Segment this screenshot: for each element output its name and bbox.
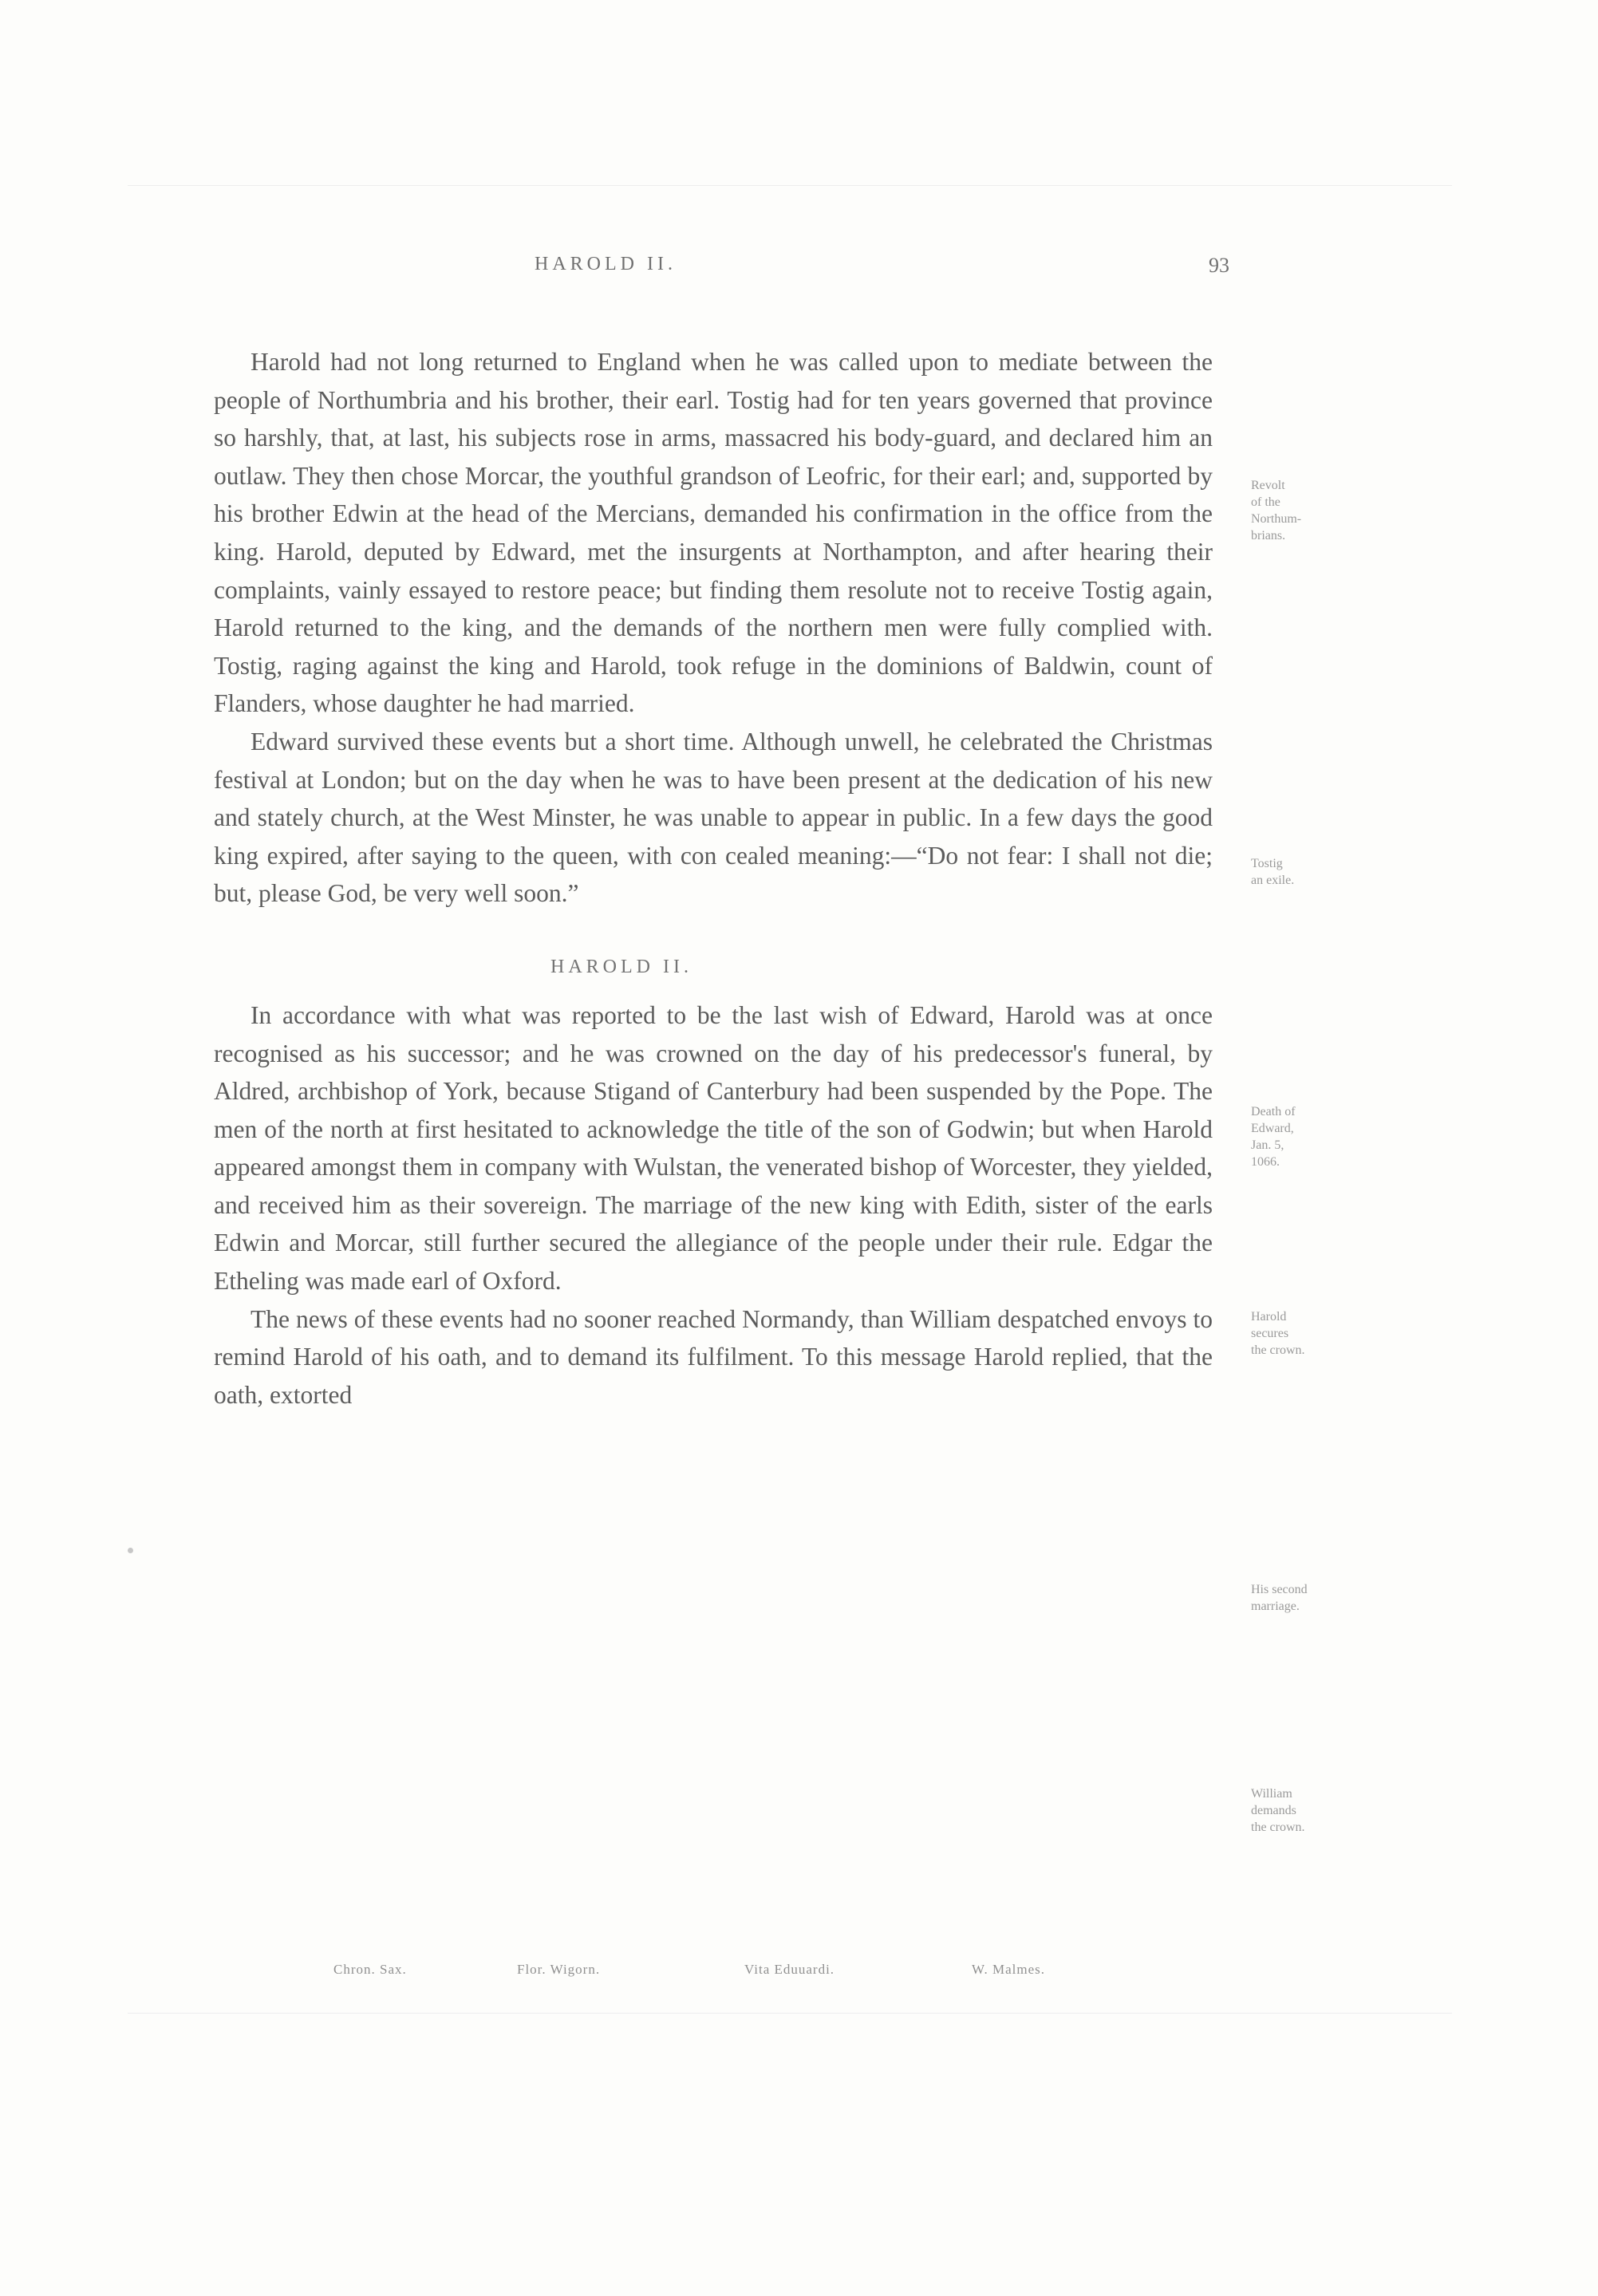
- text-line: The news of these events had no sooner reached Normandy, than: [251, 1304, 904, 1333]
- sidenote-tostig-exile: [1251, 855, 1387, 889]
- text-line: Leofric, for their earl; and, supported by his brother Edwin at the: [214, 461, 1213, 528]
- margin-dot: [128, 1548, 133, 1553]
- text-line: him an outlaw. They then chose Morcar, the youthful grandson of: [214, 424, 1213, 490]
- text-line: few days the good king expired, after saying to the queen, with con: [214, 803, 1213, 870]
- text-line: finding them resolute not to receive Tostig again, Harold returned to: [214, 575, 1213, 642]
- sidenote-line: the crown.: [1251, 1343, 1305, 1357]
- running-head: [0, 254, 1598, 286]
- sidenote-line: demands: [1251, 1804, 1296, 1817]
- reference-w-malmes: W. Malmes.: [972, 1962, 1046, 1977]
- text-line: and after hearing their complaints, vainly essayed to restore peace; but: [214, 537, 1213, 604]
- references-footer: [333, 1962, 1131, 1986]
- sidenote-revolt: [1251, 477, 1387, 544]
- text-line: its fulfilment. To this message Harold replied, that the oath, extorted: [214, 1343, 1213, 1409]
- text-line: Edward survived these events but a short time. Although unwell,: [251, 727, 920, 755]
- paragraph-william-envoys: [214, 1300, 1213, 1414]
- text-line: dominions of Baldwin, count of Flanders, whose daughter he had married.: [214, 651, 1213, 718]
- sidenote-line: brians.: [1251, 529, 1286, 542]
- text-line: cealed meaning:—“Do not fear: I shall not die; but, please God, be: [214, 841, 1213, 908]
- text-line: he was to have been present at the dedication of his new and stately: [214, 765, 1213, 832]
- sidenote-line: secures: [1251, 1327, 1289, 1340]
- paragraph-tostig-revolt: [214, 343, 1213, 723]
- text-line: on the day of his predecessor's funeral, by Aldred, archbishop of York,: [214, 1039, 1213, 1106]
- text-line: earl of Oxford.: [411, 1267, 562, 1296]
- text-line: men of the north at first hesitated to acknowledge the title of the: [214, 1114, 870, 1143]
- text-line: to mediate between the people of Northumbria and his brother, their: [214, 348, 1213, 414]
- sidenote-death-of-edward: [1251, 1103, 1387, 1170]
- sidenote-line: Harold: [1251, 1310, 1287, 1324]
- text-line: son of Godwin; but when Harold appeared amongst them in company: [214, 1114, 1213, 1182]
- running-title: HAROLD II.: [535, 254, 677, 274]
- sidenote-line: Northum-: [1251, 512, 1302, 526]
- text-line: William despatched envoys to remind Harold of his oath, and to demand: [214, 1304, 1213, 1371]
- sidenote-line: Death of: [1251, 1105, 1296, 1118]
- sidenote-line: Jan. 5,: [1251, 1138, 1284, 1152]
- text-line: Harold had not long returned to England when he was called upon: [251, 348, 959, 376]
- reference-vita-eduuardi: Vita Eduuardi.: [744, 1962, 835, 1977]
- text-line: earl. Tostig had for ten years governed that province so harshly, that,: [214, 385, 1213, 452]
- reference-chron-sax: Chron. Sax.: [333, 1962, 407, 1977]
- text-line: Harold was at once recognised as his successor; and he was crowned: [214, 1000, 1213, 1067]
- sidenote-line: Edward,: [1251, 1122, 1294, 1135]
- text-line: very well soon.”: [413, 879, 579, 908]
- section-heading: HAROLD II.: [550, 956, 692, 977]
- text-line: with. Tostig, raging against the king and Harold, took refuge in the: [214, 613, 1213, 680]
- text-line: king. Harold, deputed by Edward, met the insurgents at Northampton,: [214, 537, 964, 566]
- sidenote-line: 1066.: [1251, 1155, 1280, 1169]
- text-line: he celebrated the Christmas festival at London; but on the day when: [214, 727, 1213, 794]
- text-line: Edith, sister of the earls Edwin and Morcar, still further secured the: [214, 1190, 1213, 1257]
- text-line: received him as their sovereign. The marriage of the new king with: [258, 1190, 958, 1219]
- sidenote-line: an exile.: [1251, 874, 1295, 887]
- page-number: 93: [1209, 254, 1229, 277]
- text-line: In accordance with what was reported to be the last wish of Edward,: [251, 1000, 995, 1029]
- text-line: church, at the West Minster, he was unable to appear in public. In a: [330, 803, 1019, 832]
- main-text: [214, 343, 1213, 1414]
- sidenote-harold-secures-crown: [1251, 1308, 1387, 1359]
- paragraph-edward-death: [214, 723, 1213, 913]
- sidenote-line: the crown.: [1251, 1821, 1305, 1834]
- reference-flor-wigorn: Flor. Wigorn.: [517, 1962, 601, 1977]
- sidenote-line: of the: [1251, 495, 1280, 509]
- text-line: at last, his subjects rose in arms, massacred his body-guard, and declared: [382, 424, 1134, 452]
- text-line: because Stigand of Canterbury had been suspended by the Pope. The: [506, 1077, 1213, 1106]
- paragraph-harold-crowned: [214, 996, 1213, 1300]
- sidenote-second-marriage: [1251, 1581, 1387, 1615]
- text-line: the king, and the demands of the northern men were fully complied: [420, 613, 1151, 642]
- text-line: allegiance of the people under their rule. Edgar the Etheling was made: [214, 1229, 1213, 1296]
- sidenote-william-demands: [1251, 1785, 1387, 1836]
- sidenote-line: William: [1251, 1787, 1292, 1801]
- sidenote-line: marriage.: [1251, 1600, 1300, 1613]
- sidenote-line: Tostig: [1251, 857, 1283, 870]
- sidenote-line: His second: [1251, 1583, 1308, 1596]
- text-line: head of the Mercians, demanded his confirmation in the office from the: [472, 499, 1213, 528]
- text-line: with Wulstan, the venerated bishop of Worcester, they yielded, and: [214, 1153, 1213, 1219]
- sidenote-line: Revolt: [1251, 479, 1285, 492]
